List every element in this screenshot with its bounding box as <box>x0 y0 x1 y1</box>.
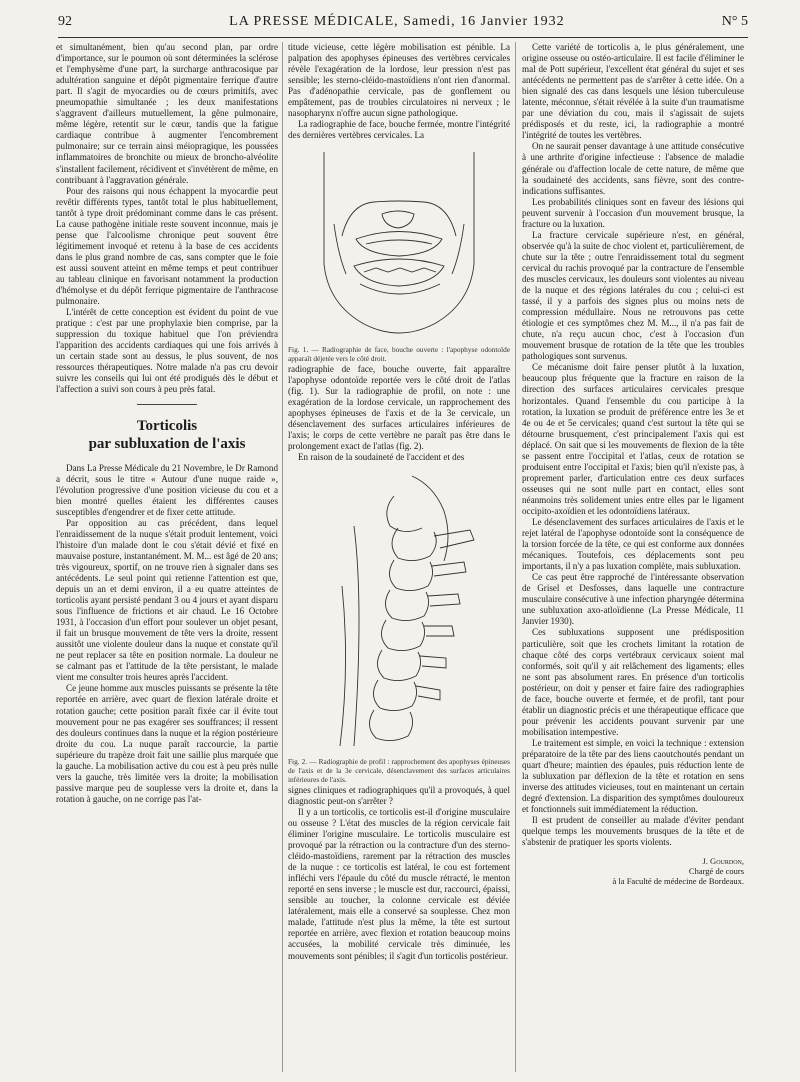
page-number: 92 <box>58 14 72 29</box>
figure-1-xray-front <box>294 144 504 344</box>
figure-2-caption: Fig. 2. — Radiographie de profil : rapprochement des apophyses épineuses de l'axis et de la 3e cervicale, désenclavement des surfaces articulaires inférieures de l'axis. <box>288 757 510 785</box>
figure-2-xray-profile <box>294 466 504 756</box>
column-2 <box>288 42 510 1072</box>
section-separator <box>137 404 197 405</box>
author-title: Chargé de cours <box>688 866 744 877</box>
paragraph: et simultanément, bien qu'au second plan, par ordre d'importance, sur le poumon où sont déterminées la sclérose et l'emphysème d'une part, la surcharge anthracosique par adultération sanguine et dépôt pigmentaire ferrique d'autre part. Il s'agit de myocardies ou de cœurs primitifs, avec pneumopathie simultanée ; les deux manifestations s'aggravent d'ailleurs mutuellement, la gêne pulmonaire, même légère, retentit sur le cœur, tandis que la fatigue cardiaque contribue à augmenter l'encombrement pulmonaire; sur ce terrain ainsi méiopragique, les poussées inflammatoires de bronchite ou mieux de broncho-alvéolite s'installent facilement, récidivent et s'invétèrent de même, en contribuant à l'aggravation générale. <box>56 42 278 185</box>
article-title-line-2: par subluxation de l'axis <box>88 435 246 452</box>
article-title <box>56 417 278 453</box>
figure-1-caption: Fig. 1. — Radiographie de face, bouche ouverte : l'apophyse odontoïde apparaît déjetée vers le côté droit. <box>288 345 510 364</box>
column-divider <box>515 42 516 1072</box>
paragraph: Le désenclavement des surfaces articulaires de l'axis et le rejet latéral de l'apophyse odontoïde sont la conséquence de la torsion forcée de la tête, ce qui est conforme aux données mécaniques. Toutefois, ces déplacements sont peu importants, il n'y a pas luxation complète, mais subluxation. <box>522 517 744 572</box>
paragraph: En raison de la soudaineté de l'accident et des <box>298 452 465 463</box>
paragraph: Cette variété de torticolis a, le plus généralement, une origine osseuse ou ostéo-articulaire. Il est facile d'éliminer le mal de Pott supérieur, l'excellent état général du sujet et ses antécédents ne permettent pas de s'arrêter à cette idée. On a bien signalé des cas dans lesquels une lésion tuberculeuse latente, méconnue, s'était révélée à la suite d'un traumatisme par une déviation du cou, mais il s'agissait de sujets prédisposés et du reste, ici, la radiographie a montré l'intégrité de toutes les vertèbres. <box>522 42 744 141</box>
paragraph: Par opposition au cas précédent, dans lequel l'enraidissement de la nuque s'était produit lentement, voici l'histoire d'un malade dont le cou s'était dévié et fixé en mauvaise posture, instantanément. M. M... est âgé de 20 ans; très vigoureux, sportif, on ne trouve rien à signaler dans ses antécédents. Le seul point qui retienne l'attention est que, depuis un an et demi environ, il a eu quatre atteintes de torticolis ayant persisté pendant 3 ou 4 jours et ayant disparu sous l'influence de frictions et air chaud. Le 16 Octobre 1931, à l'occasion d'un effort pour soulever un objet pesant, il fait un brusque mouvement de tête vers la droite, ressent aussitôt une violente douleur dans la nuque et constate qu'il ne peut replacer sa tête en position normale. La douleur ne se calmant pas et l'attitude de la tête persistant, le malade vient me consulter trois heures après l'accident. <box>56 517 278 683</box>
paragraph: Ce jeune homme aux muscles puissants se présente la tête reportée en arrière, avec quart de flexion latérale droite et rotation gauche; cette position paraît fixée car il évite tout mouvement pour ne pas exagérer ses souffrances; il ressent des douleurs continues dans la nuque et la région postérieure droite du cou. La nuque paraît raccourcie, la partie supérieure du trapèze droit fait une saillie plus marquée que la gauche. La mobilisation active du cou est à peu près nulle vers la gauche, très limitée vers la droite; la mobilisation passive marque peu de souplesse vers la droite et, dans la rotation à gauche, on ne corrige pas l'at- <box>56 683 278 804</box>
issue-number: N° 5 <box>721 14 748 29</box>
paragraph: On ne saurait penser davantage à une attitude consécutive à une arthrite d'origine infectieuse : l'absence de maladie générale ou d'affection locale de cette nature, de même que la soudaineté des accidents, sans fièvre, sont des contre-indications suffisantes. <box>522 141 744 196</box>
paragraph: Le traitement est simple, en voici la technique : extension préparatoire de la tête par des liens caoutchoutés pendant un quart d'heure; maintien des épaules, puis réduction lente de la subluxation par déflexion de la tête et rotation en sens inverse des attitudes vicieuses, tout en maintenant un certain degré d'extension. La disparition des symptômes douloureux et fonctionnels suit immédiatement la réduction. <box>522 737 744 815</box>
paragraph: Dans La Presse Médicale du 21 Novembre, le Dr Ramond a décrit, sous le titre « Autour d'une nuque raide », l'évolution progressive d'une position vicieuse du cou et a bien montré quelles étaient les différentes causes susceptibles d'engendrer et de fixer cette attitude. <box>56 462 278 517</box>
paragraph: Ces subluxations supposent une prédisposition particulière, soit que les crochets limitant la rotation de chaque côté des corps vertébraux cervicaux soient mal conformés, soit qu'il y ait relâchement des ligaments; elles ne sont pas absolument rares. En présence d'un torticolis postérieur, on doit y penser et faire faire des radiographies de face, bouche ouverte et fermée, et de profil, tant pour établir un diagnostic précis et une thérapeutique efficace que pour prévenir les accidents pouvant survenir par une mobilisation intempestive. <box>522 627 744 737</box>
article-title-line-1: Torticolis <box>136 417 198 434</box>
paragraph: La radiographie de face, bouche fermée, montre l'intégrité des dernières vertèbres cervicales. La <box>288 119 510 141</box>
header-rule <box>58 37 748 38</box>
paragraph: radiographie de face, bouche ouverte, fait apparaître l'apophyse odontoïde reportée vers le côté droit de l'atlas (fig. 1). Sur la radiographie de profil, on note : une exagération de la lordose cervicale, un rapprochement des apophyses épineuses de l'axis et de la 3e cervicale, un désenclavement des surfaces articulaires inférieures de l'axis; le corps de cette vertèbre ne paraît pas être dans le prolongement exact de l'atlas (fig. 2). <box>288 364 510 452</box>
paragraph: La fracture cervicale supérieure n'est, en général, observée qu'à la suite de choc violent et, particulièrement, de chute sur la tête ; outre l'enraidissement total du segment cervical du rachis provoqué par la contracture de l'ensemble des muscles cervicaux, les douleurs sont violentes au niveau de la nuque et des régions latérales du cou ; celui-ci est tassé, il y a parfois des signes plus ou moins nets de compression médullaire. Nous ne retrouvons pas cette étiologie et ces symptômes chez M. M..., il n'a pas fait de chute, n'a reçu aucun choc, c'est à l'occasion d'un mouvement brusque de rotation de la tête que les troubles pathologiques sont survenus. <box>522 229 744 362</box>
paragraph: Ce cas peut être rapproché de l'intéressante observation de Grisel et Desfosses, dans laquelle une contracture musculaire consécutive à une infection pharyngée détermina une subluxation axo-atloïdienne (La Presse Médicale, 11 Janvier 1930). <box>522 572 744 627</box>
paragraph: Il est prudent de conseiller au malade d'éviter pendant quelque temps les mouvements brusques de la tête et de s'abstenir de pratiquer les sports violents. <box>522 815 744 848</box>
author-signature <box>522 856 744 886</box>
paragraph: titude vicieuse, cette légère mobilisation est pénible. La palpation des apophyses épineuses des vertèbres cervicales révèle l'exagération de la lordose, leur pression n'est pas sensible; les sterno-cléido-mastoïdiens n'ont rien d'anormal. Pas d'adénopathie cervicale, pas de gonflement ou empâtement, pas de troubles circulatoires ni nerveux ; le nasopharynx n'offre aucun signe pathologique. <box>288 42 510 119</box>
paragraph: L'intérêt de cette conception est évident du point de vue pratique : c'est par une prophylaxie bien comprise, par la suppression du toxique habituel que l'on préviendra l'apparition des accidents cardiaques qui une fois arrivés à un certain stade sont au dessus, le plus souvent, de nos ressources thérapeutiques. Notre malade n'a pas cru devoir suivre les conseils qui lui ont été prodigués dès le début et l'affection a suivi son cours à peu près fatal. <box>56 307 278 395</box>
column-divider <box>282 42 283 1072</box>
paragraph: Il y a un torticolis, ce torticolis est-il d'origine musculaire ou osseuse ? L'état des muscles de la région cervicale fait éliminer l'origine musculaire. Le torticolis musculaire est provoqué par la rétraction ou la contracture d'un des sterno-cléido-mastoïdiens, rarement par la rétraction des muscles de la nuque : ce torticolis est latéral, le cou est fortement infléchi vers l'épaule du côté du muscle rétracté, le menton reporté en sens inverse ; le muscle est dur, raccourci, épaissi, sensible au toucher, la colonne cervicale est déviée latéralement, mais elle a conservé sa souplesse. Chez mon malade, l'attitude n'est plus la même, la tête est surtout reportée en arrière, avec flexion et rotation beaucoup moins accusées, la mobilité cervicale très diminuée, les mouvements sont pénibles; il s'agit d'un torticolis postérieur. <box>288 806 510 961</box>
author-name: J. Gourdon, <box>702 856 744 867</box>
paragraph: Les probabilités cliniques sont en faveur des lésions qui peuvent survenir à l'occasion d'un mouvement brusque, la fracture ou la luxation. <box>522 196 744 229</box>
paragraph: Ce mécanisme doit faire penser plutôt à la luxation, beaucoup plus fréquente que la fracture en raison de la direction des surfaces articulaires cervicales presque horizontales. Quand l'ensemble du cou participe à la rotation, la luxation se produit de préférence entre les 3e et 4e ou 4e et 5e cervicales; quand c'est surtout la tête qui se détourne brusquement, c'est principalement l'axis qui est déplacé. On sait que si les mouvements de flexion de la tête se passent entre l'occipital et l'atlas, ceux de rotation se produisent entre l'occipital et l'axis; bien qu'il n'existe pas, à proprement parler, d'articulation entre ces deux surfaces osseuses qui ne sont nulle part en contact, elles sont néanmoins très solidement unies entre elles par le ligament occipito-axoïdien et les odontoïdiens latéraux. <box>522 362 744 516</box>
author-affiliation: à la Faculté de médecine de Bordeaux. <box>612 876 744 887</box>
paragraph: Pour des raisons qui nous échappent la myocardie peut revêtir différents types, tantôt total le plus habituellement, tantôt à type droit prédominant comme dans le cas présent. La cause pathogène initiale reste souvent inconnue, mais je pense que l'alcoolisme chronique peut souvent être légitimement invoqué et retenu à la base de ces accidents dans le plus grand nombre de cas, sans compter que le foie est aussi souvent atteint en même temps et peut contribuer au tableau clinique en favorisant notamment la production d'hémolyse et du dépôt ferrique pigmentaire de l'anthracose pulmonaire. <box>56 185 278 307</box>
column-3 <box>522 42 744 1072</box>
page-header <box>58 14 748 36</box>
paragraph: signes cliniques et radiographiques qu'il a provoqués, à quel diagnostic peut-on s'arrêter ? <box>288 784 510 806</box>
journal-title: LA PRESSE MÉDICALE, Samedi, 16 Janvier 1932 <box>229 14 565 29</box>
column-1 <box>56 42 278 1072</box>
